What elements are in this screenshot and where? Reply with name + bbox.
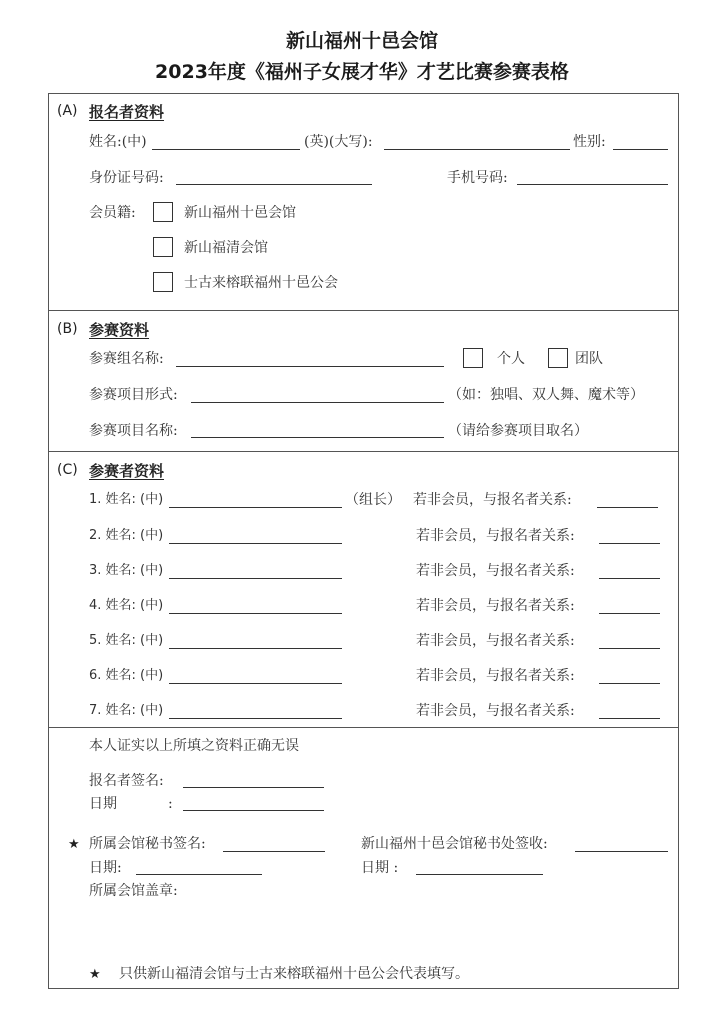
stamp-label: 所属会馆盖章: xyxy=(89,883,178,899)
hq-received-label: 新山福州十邑会馆秘书处签收: xyxy=(361,836,548,852)
membership-label: 会员籍: xyxy=(89,205,136,221)
star-icon: ★ xyxy=(68,837,80,852)
hq-date-field[interactable] xyxy=(416,874,543,875)
item-name-field[interactable] xyxy=(191,437,444,438)
secretary-date-label: 日期: xyxy=(89,860,122,876)
participant-2-label: 2. 姓名: (中) xyxy=(89,528,164,543)
gender-label: 性别: xyxy=(573,134,606,150)
participant-7-name-field[interactable] xyxy=(169,718,342,719)
stamp-area[interactable] xyxy=(89,903,339,953)
participant-4-name-field[interactable] xyxy=(169,613,342,614)
participant-5-relation-label: 若非会员，与报名者关系: xyxy=(416,633,575,649)
section-c-title: 参赛者资料 xyxy=(89,462,165,480)
applicant-date-colon: : xyxy=(168,796,173,812)
name-en-field[interactable] xyxy=(384,149,570,150)
group-name-field[interactable] xyxy=(176,366,444,367)
participant-5-name-field[interactable] xyxy=(169,648,342,649)
ic-number-field[interactable] xyxy=(176,184,372,185)
participant-1-relation-label: 若非会员，与报名者关系: xyxy=(413,492,572,508)
participant-4-relation-label: 若非会员，与报名者关系: xyxy=(416,598,575,614)
item-name-hint: （请给参赛项目取名） xyxy=(448,423,588,439)
participant-3-relation-field[interactable] xyxy=(599,578,660,579)
participant-4-relation-field[interactable] xyxy=(599,613,660,614)
section-c-letter: (C) xyxy=(57,462,78,478)
name-cn-label: 姓名:(中) xyxy=(89,134,147,150)
applicant-date-label: 日期 xyxy=(89,796,117,812)
participant-3-relation-label: 若非会员，与报名者关系: xyxy=(416,563,575,579)
applicant-date-field[interactable] xyxy=(183,810,324,811)
membership-option-3: 士古来榕联福州十邑公会 xyxy=(184,275,338,291)
phone-label: 手机号码: xyxy=(447,170,508,186)
item-form-field[interactable] xyxy=(191,402,444,403)
participant-4-label: 4. 姓名: (中) xyxy=(89,598,164,613)
membership-checkbox-1[interactable] xyxy=(153,202,173,222)
section-b-title: 参赛资料 xyxy=(89,321,150,339)
secretary-date-field[interactable] xyxy=(136,874,262,875)
participant-2-relation-label: 若非会员，与报名者关系: xyxy=(416,528,575,544)
name-cn-field[interactable] xyxy=(152,149,300,150)
participant-1-name-field[interactable] xyxy=(169,507,342,508)
hq-date-label: 日期 : xyxy=(361,860,399,876)
section-a-title: 报名者资料 xyxy=(89,103,165,121)
section-b-letter: (B) xyxy=(57,321,78,337)
membership-option-1: 新山福州十邑会馆 xyxy=(184,205,296,221)
footnote-star-icon: ★ xyxy=(89,967,101,982)
applicant-signature-label: 报名者签名: xyxy=(89,773,164,789)
group-name-label: 参赛组名称: xyxy=(89,351,164,367)
participant-7-label: 7. 姓名: (中) xyxy=(89,703,164,718)
item-form-label: 参赛项目形式: xyxy=(89,387,178,403)
participant-6-label: 6. 姓名: (中) xyxy=(89,668,164,683)
ic-number-label: 身份证号码: xyxy=(89,170,164,186)
participant-2-name-field[interactable] xyxy=(169,543,342,544)
organization-title: 新山福州十邑会馆 xyxy=(285,30,438,52)
membership-option-2: 新山福清会馆 xyxy=(184,240,268,256)
team-label: 团队 xyxy=(575,351,603,367)
participant-7-relation-label: 若非会员，与报名者关系: xyxy=(416,703,575,719)
membership-checkbox-3[interactable] xyxy=(153,272,173,292)
individual-checkbox[interactable] xyxy=(463,348,483,368)
team-checkbox[interactable] xyxy=(548,348,568,368)
gender-field[interactable] xyxy=(613,149,668,150)
applicant-signature-field[interactable] xyxy=(183,787,324,788)
section-divider-d xyxy=(48,727,679,728)
participant-6-relation-field[interactable] xyxy=(599,683,660,684)
participant-5-relation-field[interactable] xyxy=(599,648,660,649)
secretary-signature-label: 所属会馆秘书签名: xyxy=(89,836,206,852)
phone-field[interactable] xyxy=(517,184,668,185)
leader-note: （组长） xyxy=(345,492,401,508)
participant-3-label: 3. 姓名: (中) xyxy=(89,563,164,578)
item-form-hint: （如：独唱、双人舞、魔术等） xyxy=(448,387,644,403)
secretary-signature-field[interactable] xyxy=(223,851,325,852)
item-name-label: 参赛项目名称: xyxy=(89,423,178,439)
participant-1-relation-field[interactable] xyxy=(597,507,658,508)
individual-label: 个人 xyxy=(497,351,525,367)
participant-7-relation-field[interactable] xyxy=(599,718,660,719)
participant-3-name-field[interactable] xyxy=(169,578,342,579)
form-title: 2023年度《福州子女展才华》才艺比赛参赛表格 xyxy=(155,61,569,83)
participant-1-label: 1. 姓名: (中) xyxy=(89,492,164,507)
participant-6-name-field[interactable] xyxy=(169,683,342,684)
participant-5-label: 5. 姓名: (中) xyxy=(89,633,164,648)
section-a-letter: (A) xyxy=(57,103,78,119)
section-divider-b xyxy=(48,310,679,311)
membership-checkbox-2[interactable] xyxy=(153,237,173,257)
hq-received-field[interactable] xyxy=(575,851,668,852)
name-en-label: (英)(大写): xyxy=(304,134,373,150)
participant-6-relation-label: 若非会员，与报名者关系: xyxy=(416,668,575,684)
footnote-text: 只供新山福清会馆与士古来榕联福州十邑公会代表填写。 xyxy=(119,966,469,982)
section-divider-c xyxy=(48,451,679,452)
declaration-text: 本人证实以上所填之资料正确无误 xyxy=(89,738,299,754)
participant-2-relation-field[interactable] xyxy=(599,543,660,544)
